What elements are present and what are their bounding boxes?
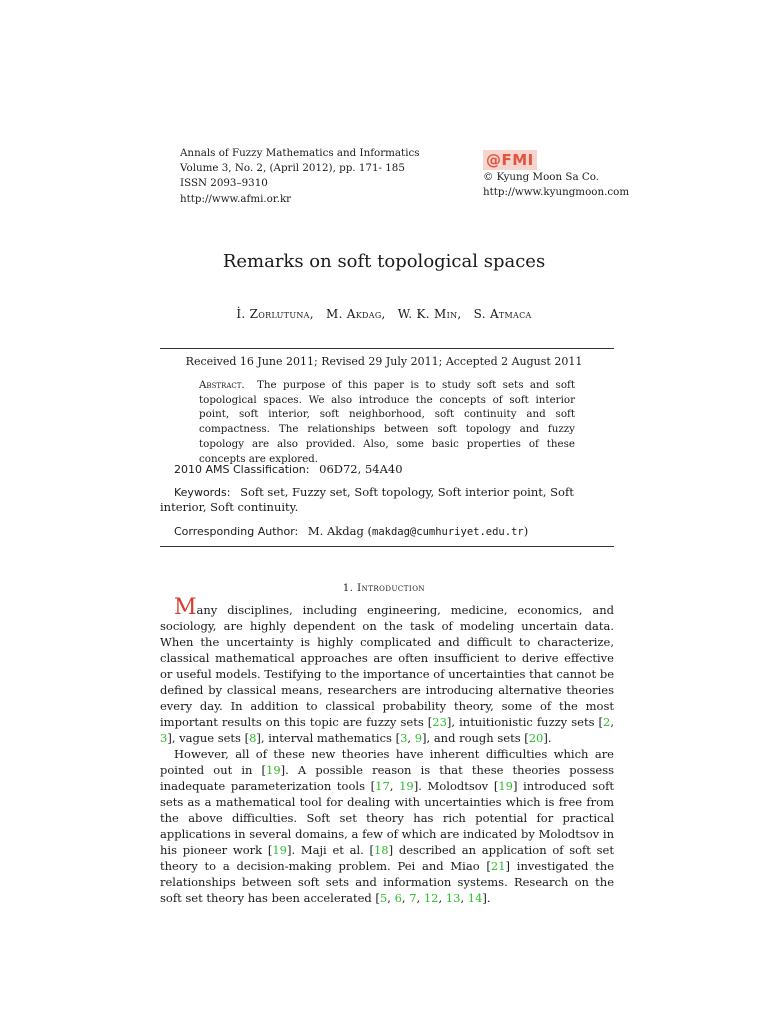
bottom-divider	[160, 546, 614, 547]
journal-issn: ISSN 2093–9310	[180, 177, 268, 190]
citation-link[interactable]: 13	[445, 891, 461, 905]
citation-link[interactable]: 8	[249, 731, 257, 745]
corresponding-author: Corresponding Author: M. Akdag (makdag@cumhuriyet.edu.tr)	[174, 524, 529, 538]
keywords	[160, 485, 614, 515]
citation-link[interactable]: 7	[409, 891, 417, 905]
citation-link[interactable]: 19	[498, 779, 513, 793]
citation-link[interactable]: 19	[266, 763, 281, 777]
afmi-logo: @FMI	[483, 150, 537, 170]
received-dates: Received 16 June 2011; Revised 29 July 2011; Accepted 2 August 2011	[185, 355, 583, 368]
classification-label: 2010 AMS Classification:	[174, 463, 310, 476]
citation-link[interactable]: 20	[528, 731, 544, 745]
keywords-label: Keywords:	[174, 486, 231, 499]
citation-link[interactable]: 3	[400, 731, 408, 745]
publisher-copyright: © Kyung Moon Sa Co.	[483, 171, 600, 184]
citation-link[interactable]: 9	[414, 731, 423, 745]
publisher-header	[483, 150, 629, 201]
abstract-label: Abstract.	[199, 379, 245, 391]
author-list	[0, 307, 768, 321]
abstract-text: The purpose of this paper is to study soft sets and soft topological spaces. We also introduce the concepts of soft interior point, soft interior, soft neighborhood, soft continuity and soft compactness. The relationships between soft topology and fuzzy topology are also provided. Also, some basic properties of these concepts are explored.	[199, 379, 575, 465]
drop-cap: M	[174, 595, 197, 620]
paper-title: Remarks on soft topological spaces	[222, 251, 546, 272]
corresponding-label: Corresponding Author:	[174, 525, 299, 538]
author: S. Atmaca	[473, 307, 532, 321]
journal-url[interactable]: http://www.afmi.or.kr	[180, 192, 292, 205]
citation-link[interactable]: 19	[272, 843, 287, 857]
citation-link[interactable]: 21	[490, 859, 506, 873]
citation-link[interactable]: 6	[394, 891, 402, 905]
citation-link[interactable]: 5	[379, 891, 388, 905]
section-heading: 1. Introduction	[342, 583, 426, 594]
citation-link[interactable]: 14	[467, 891, 483, 905]
citation-link[interactable]: 18	[373, 843, 389, 857]
author: M. Akdag,	[325, 307, 386, 321]
journal-name: Annals of Fuzzy Mathematics and Informatics	[180, 147, 420, 159]
corresponding-name: M. Akdag (	[307, 524, 372, 538]
citation-link[interactable]: 19	[399, 779, 414, 793]
author: W. K. Min,	[397, 307, 462, 321]
journal-volume: Volume 3, No. 2, (April 2012), pp. 171- 185	[180, 162, 405, 175]
corresponding-email[interactable]: makdag@cumhuriyet.edu.tr	[372, 526, 524, 538]
paragraph: However, all of these new theories have inherent difficulties which are pointed out in [19]. A possible reason is that these theories possess inadequate parameterization tools [17, 19]. Molodtsov [19] introduced soft sets as a mathematical tool for dealing with uncertainties which is free from the above difficulties. Soft set theory has rich potential for practical applications in several domains, a few of which are indicated by Molodtsov in his pioneer work [19]. Maji et al. [18] described an application of soft set theory to a decision-making problem. Pei and Miao [21] investigated the relationships between soft sets and information systems. Research on the soft set theory has been accelerated [5, 6, 7, 12, 13, 14].	[160, 747, 615, 905]
citation-link[interactable]: 3	[160, 731, 168, 745]
top-divider	[160, 348, 614, 349]
abstract	[199, 378, 575, 466]
ams-classification	[160, 462, 614, 477]
citation-link[interactable]: 23	[432, 715, 447, 729]
journal-header	[180, 146, 420, 207]
paragraph: Many disciplines, including engineering, medicine, economics, and sociology, are highly dependent on the task of modeling uncertain data. When the uncertainty is highly complicated and difficult to characterize, classical mathematical approaches are often insufficient to derive effective or useful models. Testifying to the importance of uncertainties that cannot be defined by classical means, researchers are introducing alternative theories every day. In addition to classical probability theory, some of the most important results on this topic are fuzzy sets [23], intuitionistic fuzzy sets [2, 3], vague sets [8], interval mathematics [3, 9], and rough sets [20].	[160, 595, 614, 745]
classification-value: 06D72, 54A40	[319, 462, 403, 476]
keywords-value: Soft set, Fuzzy set, Soft topology, Soft interior point, Soft interior, Soft continuity.	[160, 485, 574, 514]
body-text	[160, 595, 615, 906]
citation-link[interactable]: 17	[375, 779, 390, 793]
citation-link[interactable]: 2	[603, 715, 611, 729]
citation-link[interactable]: 12	[423, 891, 439, 905]
author: İ. Zorlutuna,	[236, 307, 314, 321]
publisher-url[interactable]: http://www.kyungmoon.com	[483, 186, 630, 199]
